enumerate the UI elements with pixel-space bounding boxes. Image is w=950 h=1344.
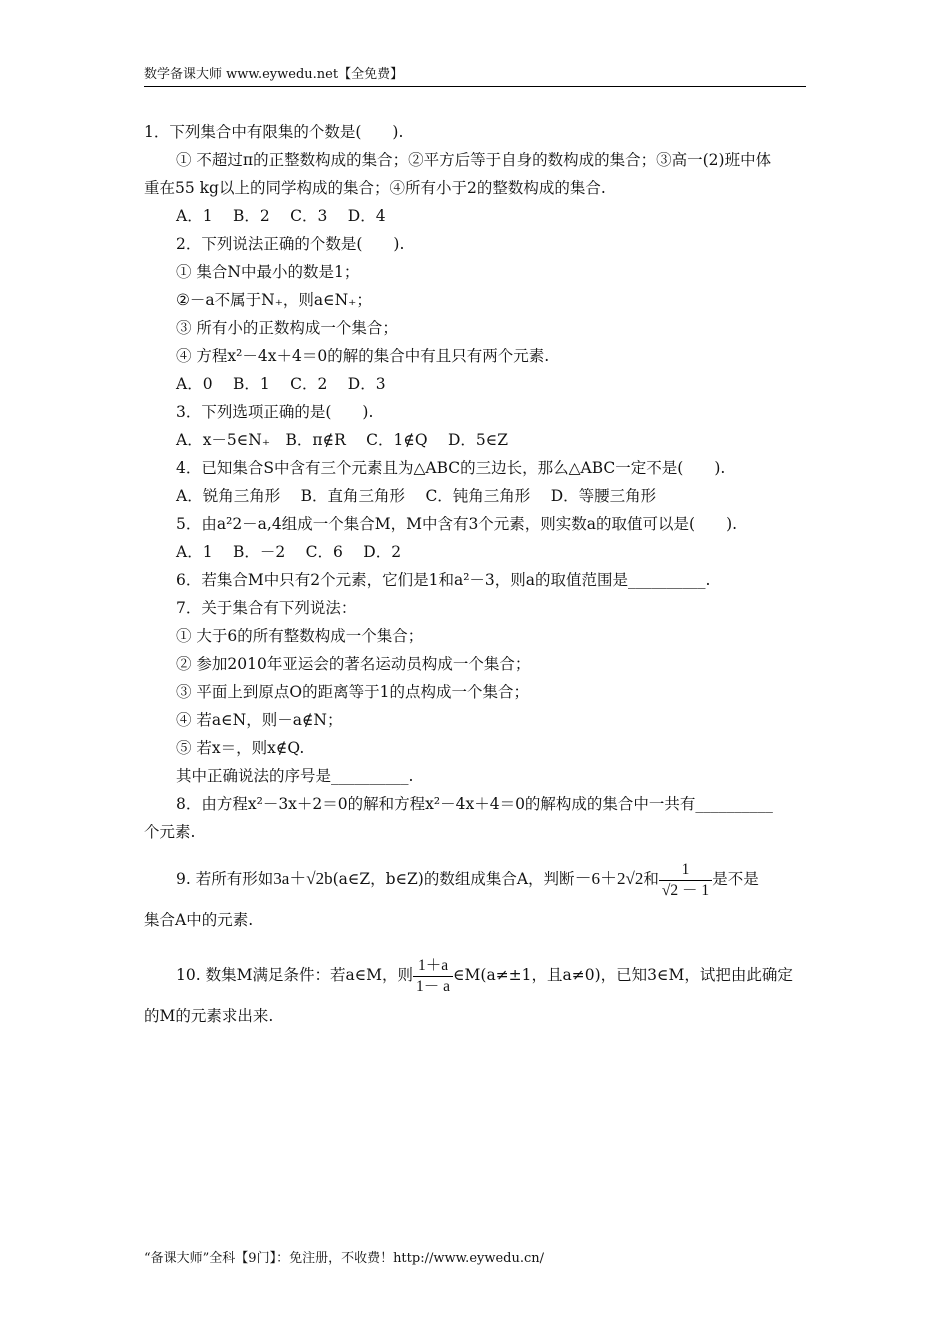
q10-fraction-denominator: 1－ a [416,977,451,995]
q7-stem: 7．关于集合有下列说法： [176,599,357,617]
q9-expression-first: －6＋2√2 [574,869,644,888]
q9-expression-form: 3a＋√2b [273,869,333,888]
q4-options: A．锐角三角形 B．直角三角形 C．钝角三角形 D．等腰三角形 [176,487,657,505]
q2-item2: ②－a不属于N₊，则a∈N₊； [176,291,372,309]
q9-line1 [144,852,806,906]
q3-stem: 3．下列选项正确的是( ). [176,403,374,421]
q10-fraction-numerator: 1＋a [413,956,453,977]
q4-stem: 4．已知集合S中含有三个元素且为△ABC的三边长，那么△ABC一定不是( ). [176,459,726,477]
q10-line1 [144,948,806,1002]
q1-options: A．1 B．2 C．3 D．4 [176,207,386,225]
q8-line2: 个元素. [144,823,196,841]
page-header: 数学备课大师 www.eywedu.net【全免费】 [144,67,404,82]
q10-lead: 10. 数集M满足条件：若a∈M，则 [176,966,414,984]
header-divider [144,86,806,87]
q2-item4: ④ 方程x²－4x＋4＝0的解的集合中有且只有两个元素. [176,347,550,365]
q9-fraction-denominator: √2 － 1 [661,881,710,899]
q2-item1: ① 集合N中最小的数是1； [176,263,360,281]
q9-fraction-numerator: 1 [659,860,712,881]
q2-options: A．0 B．1 C．2 D．3 [176,375,386,393]
q9-fraction [659,860,712,901]
q9-and: 和 [643,870,659,888]
q2-stem: 2．下列说法正确的个数是( ). [176,235,405,253]
q9-lead: 9. 若所有形如 [176,870,274,888]
q10-fraction [413,956,453,997]
q3-options: A．x－5∈N₊ B．π∉R C．1∉Q D．5∈Z [176,431,509,449]
q7-item5: ⑤ 若x＝，则x∉Q. [176,739,305,757]
q5-options: A．1 B．－2 C．6 D．2 [176,543,402,561]
q8-line1: 8．由方程x²－3x＋2＝0的解和方程x²－4x＋4＝0的解构成的集合中一共有__________ [176,795,773,813]
q1-text-line1: ① 不超过π的正整数构成的集合；②平方后等于自身的数构成的集合；③高一(2)班中体 [176,151,772,169]
q7-item4: ④ 若a∈N，则－a∉N； [176,711,343,729]
q10-tail: ∈M(a≠±1，且a≠0)，已知3∈M，试把由此确定 [453,966,793,984]
q9-tail: 是不是 [712,870,759,888]
document-body [144,118,806,1030]
q7-item1: ① 大于6的所有整数构成一个集合； [176,627,424,645]
page-footer: “备课大师”全科【9门】：免注册，不收费！http://www.eywedu.cn/ [144,1251,545,1266]
q5-stem: 5．由a²2－a,4组成一个集合M，M中含有3个元素，则实数a的取值可以是( ). [176,515,738,533]
q1-stem: 1．下列集合中有限集的个数是( ). [144,123,404,141]
q7-answer-line: 其中正确说法的序号是__________. [176,767,414,785]
q9-condition: (a∈Z，b∈Z)的数组成集合A，判断 [332,870,575,888]
q1-text-line2: 重在55 kg以上的同学构成的集合；④所有小于2的整数构成的集合. [144,179,606,197]
q2-item3: ③ 所有小的正数构成一个集合； [176,319,398,337]
q6-stem: 6．若集合M中只有2个元素，它们是1和a²－3，则a的取值范围是__________. [176,571,711,589]
q7-item3: ③ 平面上到原点O的距离等于1的点构成一个集合； [176,683,529,701]
q10-line2: 的M的元素求出来. [144,1007,274,1025]
q9-line2: 集合A中的元素. [144,911,254,929]
q7-item2: ② 参加2010年亚运会的著名运动员构成一个集合； [176,655,531,673]
